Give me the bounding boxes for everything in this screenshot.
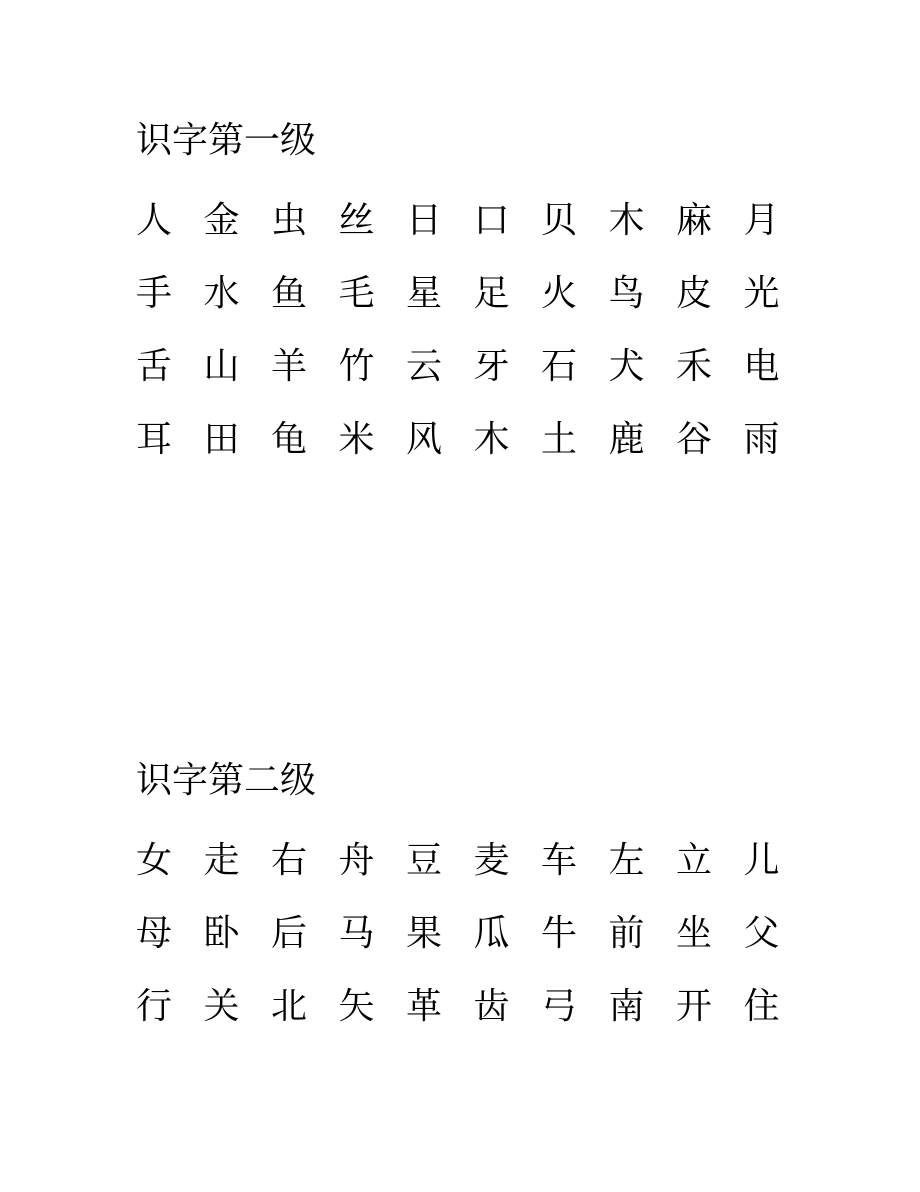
character-cell: 麻 xyxy=(676,199,713,241)
character-grid xyxy=(136,184,836,476)
character-cell: 毛 xyxy=(338,272,375,314)
character-cell: 立 xyxy=(676,839,713,881)
character-row xyxy=(136,970,836,1043)
character-cell: 人 xyxy=(136,199,173,241)
character-cell: 山 xyxy=(203,345,240,387)
character-cell: 瓜 xyxy=(473,912,510,954)
section-title: 识字第一级 xyxy=(136,120,317,161)
character-cell: 马 xyxy=(338,912,375,954)
character-cell: 鹿 xyxy=(608,418,645,460)
character-cell: 鸟 xyxy=(608,272,645,314)
character-cell: 足 xyxy=(473,272,510,314)
character-cell: 皮 xyxy=(676,272,713,314)
character-cell: 谷 xyxy=(676,418,713,460)
character-cell: 鱼 xyxy=(271,272,308,314)
character-cell: 金 xyxy=(203,199,240,241)
character-cell: 果 xyxy=(406,912,443,954)
character-row xyxy=(136,403,836,476)
character-cell: 光 xyxy=(743,272,780,314)
character-cell: 木 xyxy=(473,418,510,460)
character-cell: 丝 xyxy=(338,199,375,241)
character-cell: 木 xyxy=(608,199,645,241)
character-cell: 羊 xyxy=(271,345,308,387)
character-cell: 龟 xyxy=(271,418,308,460)
character-cell: 北 xyxy=(271,985,308,1027)
character-row xyxy=(136,824,836,897)
character-cell: 舟 xyxy=(338,839,375,881)
character-cell: 右 xyxy=(271,839,308,881)
character-cell: 麦 xyxy=(473,839,510,881)
character-cell: 虫 xyxy=(271,199,308,241)
character-cell: 行 xyxy=(136,985,173,1027)
character-cell: 舌 xyxy=(136,345,173,387)
character-cell: 女 xyxy=(136,839,173,881)
character-cell: 土 xyxy=(541,418,578,460)
character-cell: 石 xyxy=(541,345,578,387)
character-cell: 星 xyxy=(406,272,443,314)
character-cell: 电 xyxy=(743,345,780,387)
character-cell: 儿 xyxy=(743,839,780,881)
character-cell: 耳 xyxy=(136,418,173,460)
character-cell: 田 xyxy=(203,418,240,460)
character-cell: 齿 xyxy=(473,985,510,1027)
character-cell: 父 xyxy=(743,912,780,954)
character-cell: 走 xyxy=(203,839,240,881)
section-title: 识字第二级 xyxy=(136,760,317,801)
character-cell: 豆 xyxy=(406,839,443,881)
character-cell: 坐 xyxy=(676,912,713,954)
character-cell: 母 xyxy=(136,912,173,954)
character-cell: 矢 xyxy=(338,985,375,1027)
character-cell: 弓 xyxy=(541,985,578,1027)
character-cell: 月 xyxy=(743,199,780,241)
character-cell: 雨 xyxy=(743,418,780,460)
character-cell: 日 xyxy=(406,199,443,241)
character-cell: 南 xyxy=(608,985,645,1027)
literacy-level-2-section xyxy=(136,758,836,1043)
character-row xyxy=(136,184,836,257)
character-cell: 车 xyxy=(541,839,578,881)
character-cell: 米 xyxy=(338,418,375,460)
character-cell: 手 xyxy=(136,272,173,314)
character-row xyxy=(136,257,836,330)
character-cell: 贝 xyxy=(541,199,578,241)
character-cell: 水 xyxy=(203,272,240,314)
character-cell: 革 xyxy=(406,985,443,1027)
character-cell: 开 xyxy=(676,985,713,1027)
character-cell: 火 xyxy=(541,272,578,314)
character-cell: 禾 xyxy=(676,345,713,387)
character-cell: 口 xyxy=(473,199,510,241)
character-cell: 竹 xyxy=(338,345,375,387)
character-cell: 住 xyxy=(743,985,780,1027)
character-cell: 牙 xyxy=(473,345,510,387)
character-row xyxy=(136,330,836,403)
literacy-level-1-section xyxy=(136,118,836,476)
character-row xyxy=(136,897,836,970)
character-cell: 卧 xyxy=(203,912,240,954)
character-cell: 犬 xyxy=(608,345,645,387)
character-cell: 后 xyxy=(271,912,308,954)
character-cell: 前 xyxy=(608,912,645,954)
character-cell: 关 xyxy=(203,985,240,1027)
character-cell: 牛 xyxy=(541,912,578,954)
character-grid xyxy=(136,824,836,1043)
character-cell: 左 xyxy=(608,839,645,881)
character-cell: 云 xyxy=(406,345,443,387)
character-cell: 风 xyxy=(406,418,443,460)
